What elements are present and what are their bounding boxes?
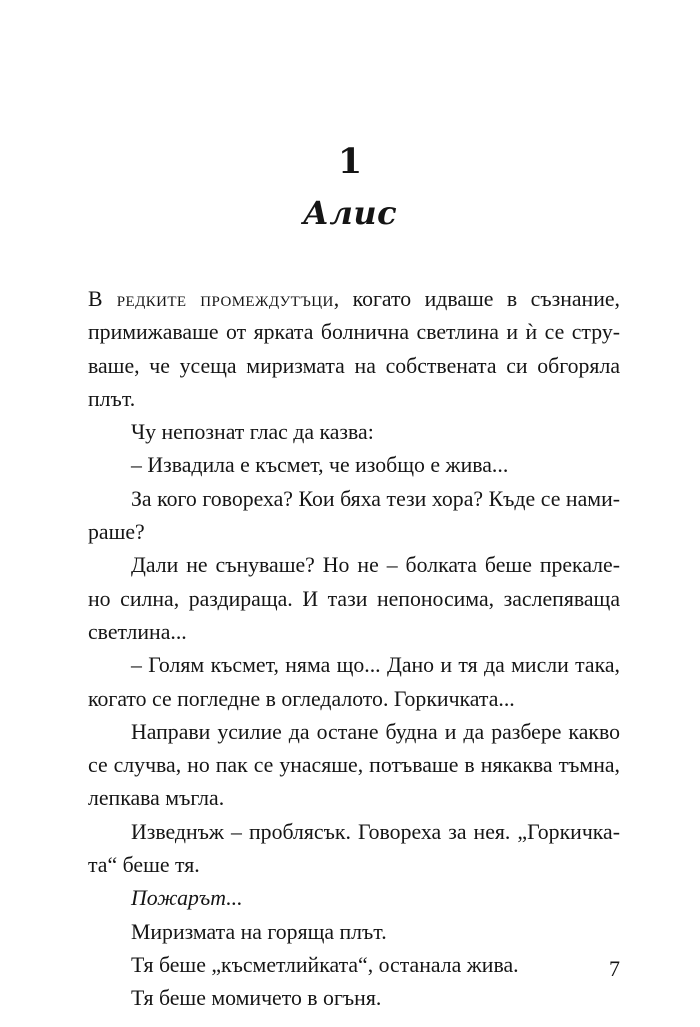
text-line: Тя беше момичето в огъня. (131, 986, 382, 1011)
text-line: та“ беше тя. (88, 853, 200, 878)
text-line: лепкава мъгла. (88, 786, 225, 811)
chapter-text (88, 283, 620, 1016)
paragraph (88, 649, 620, 716)
paragraph (88, 283, 620, 416)
text-line: раше? (88, 520, 145, 545)
italic-text-line: Пожарът... (131, 886, 243, 911)
text-line: но силна, раздираща. И тази непоносима, заслепяваща (88, 586, 620, 611)
dialogue-line: – Голям късмет, няма що... Дано и тя да мисли така, (131, 653, 620, 678)
paragraph (88, 416, 620, 449)
chapter-title: Алис (302, 194, 398, 232)
paragraph (88, 716, 620, 816)
text-line: примижаваше от ярката болнична светлина и ѝ се стру- (88, 320, 620, 345)
text-line: За кого говореха? Кои бяха тези хора? Къде се нами- (131, 486, 620, 511)
paragraph (88, 949, 620, 982)
paragraph (88, 483, 620, 550)
paragraph (88, 549, 620, 649)
text-line: светлина... (88, 619, 187, 644)
text-line: Направи усилие да остане будна и да разбере какво (131, 719, 620, 744)
page-number: 7 (609, 956, 620, 981)
text-line: се случва, но пак се унасяше, потъваше в някаква тъмна, (88, 753, 620, 778)
dialogue-line: – Извадила е късмет, че изобщо е жива... (131, 453, 509, 478)
chapter-number: 1 (337, 141, 363, 182)
text-line: плът. (88, 386, 136, 411)
text-line (88, 283, 620, 316)
paragraph (88, 449, 620, 482)
text-line: ваше, че усеща миризмата на собствената си обгоряла (88, 353, 620, 378)
text-line: Миризмата на горяща плът. (131, 919, 387, 944)
paragraph (88, 982, 620, 1015)
text-line: когато се погледне в огледалото. Горкичката... (88, 686, 515, 711)
lead-in-smallcaps: В редките промеждутъци (88, 287, 334, 311)
text-line: Чу непознат глас да казва: (131, 420, 374, 445)
text-line: Дали не сънуваше? Но не – болката беше прекале- (131, 553, 620, 578)
paragraph (88, 916, 620, 949)
text-line: Изведнъж – проблясък. Говореха за нея. „Горкичка- (131, 819, 620, 844)
paragraph (88, 816, 620, 883)
text-line: Тя беше „късметлийката“, останала жива. (131, 952, 519, 977)
text-line-rest: , когато идваше в съзнание, (333, 287, 620, 311)
paragraph (88, 882, 620, 915)
